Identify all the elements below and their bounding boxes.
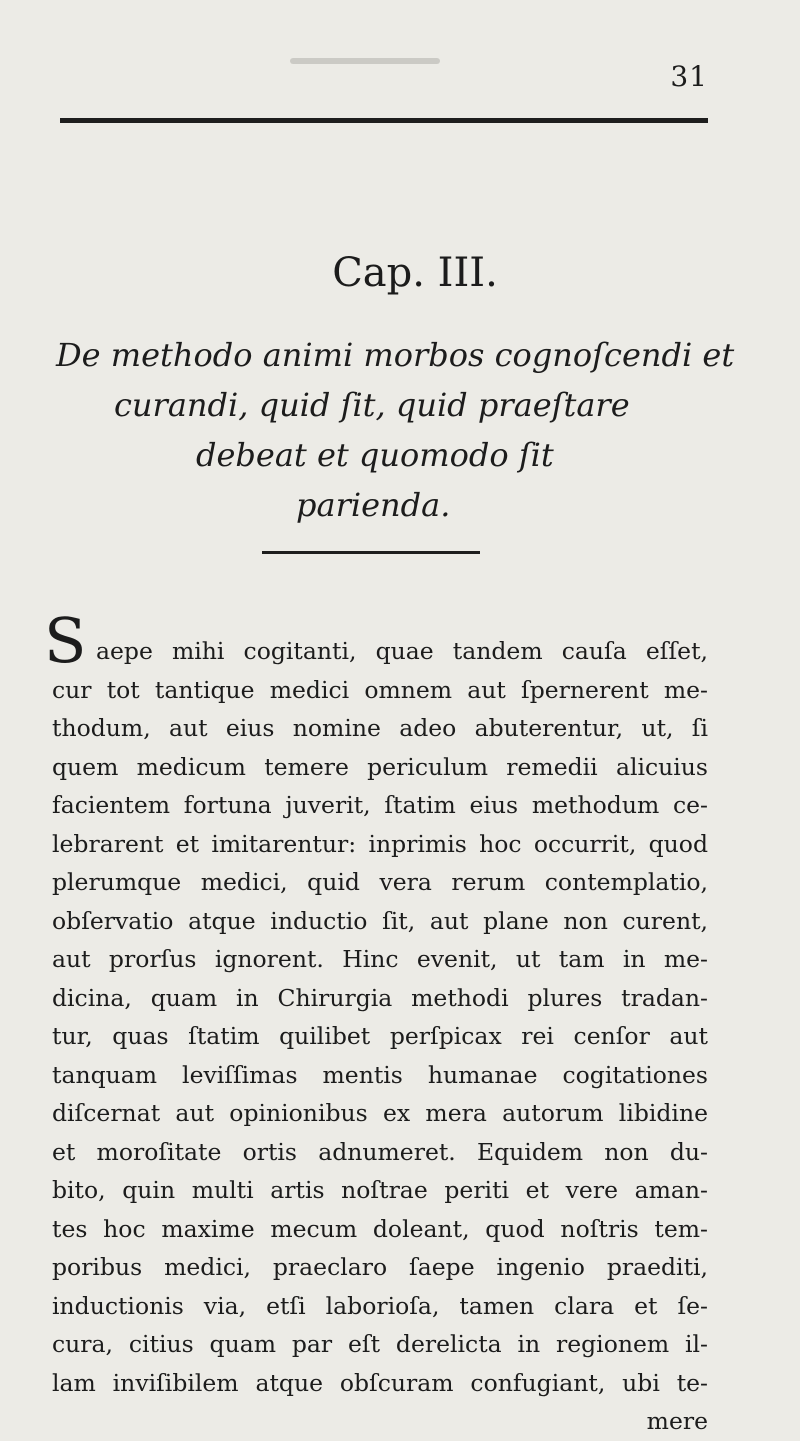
text-line: poribus medici, praeclaro ſaepe ingenio praediti,: [52, 1253, 708, 1281]
text-line: lam inviſibilem atque obſcuram confugiant, ubi te-: [52, 1368, 708, 1397]
text-line: diſcernat aut opinionibus ex mera autorum libidine: [52, 1099, 708, 1127]
subtitle-line: De methodo animi morbos cognoſcendi et: [56, 336, 735, 374]
subtitle-line: curandi, quid ſit, quid praeſtare: [114, 386, 630, 424]
text-line: et moroſitate ortis adnumeret. Equidem non du-: [52, 1137, 708, 1166]
drop-cap: S: [44, 604, 87, 677]
text-line: dicina, quam in Chirurgia methodi plures tradan-: [52, 983, 708, 1012]
text-line: tanquam leviſſimas mentis humanae cogitationes: [52, 1060, 708, 1089]
text-line: plerumque medici, quid vera rerum contemplatio,: [52, 868, 708, 896]
chapter-title: Cap. III.: [332, 250, 498, 296]
text-line: quem medicum temere periculum remedii alicuius: [52, 752, 708, 781]
text-line: aut prorſus ignorent. Hinc evenit, ut tam in me-: [52, 945, 708, 973]
text-line: thodum, aut eius nomine adeo abuterentur, ut, ſi: [52, 714, 708, 742]
text-line: cur tot tantique medici omnem aut ſpernerent me-: [52, 675, 708, 704]
page-number: 31: [670, 60, 708, 93]
text-line: inductionis via, etſi laborioſa, tamen clara et ſe-: [52, 1291, 708, 1320]
catchword: mere: [646, 1407, 708, 1435]
text-line: tes hoc maxime mecum doleant, quod noſtris tem-: [52, 1214, 708, 1243]
subtitle-line: parienda.: [296, 486, 451, 524]
text-line: aepe mihi cogitanti, quae tandem cauſa eſſet,: [96, 637, 708, 665]
text-line: tur, quas ſtatim quilibet perſpicax rei cenſor aut: [52, 1022, 708, 1050]
section-rule: [262, 551, 480, 554]
text-line: cura, citius quam par eſt derelicta in regionem il-: [52, 1330, 708, 1358]
text-line: facientem fortuna juverit, ſtatim eius methodum ce-: [52, 791, 708, 819]
chapter-subtitle: [56, 330, 735, 530]
text-line: obſervatio atque inductio ſit, aut plane non curent,: [52, 906, 708, 935]
subtitle-line: debeat et quomodo ſit: [196, 436, 554, 474]
page-stain: [290, 58, 440, 64]
body-paragraph: [52, 632, 708, 1441]
text-line: lebrarent et imitarentur: inprimis hoc occurrit, quod: [52, 829, 708, 858]
top-rule: [60, 118, 708, 123]
text-line: bito, quin multi artis noſtrae periti et vere aman-: [52, 1176, 708, 1204]
